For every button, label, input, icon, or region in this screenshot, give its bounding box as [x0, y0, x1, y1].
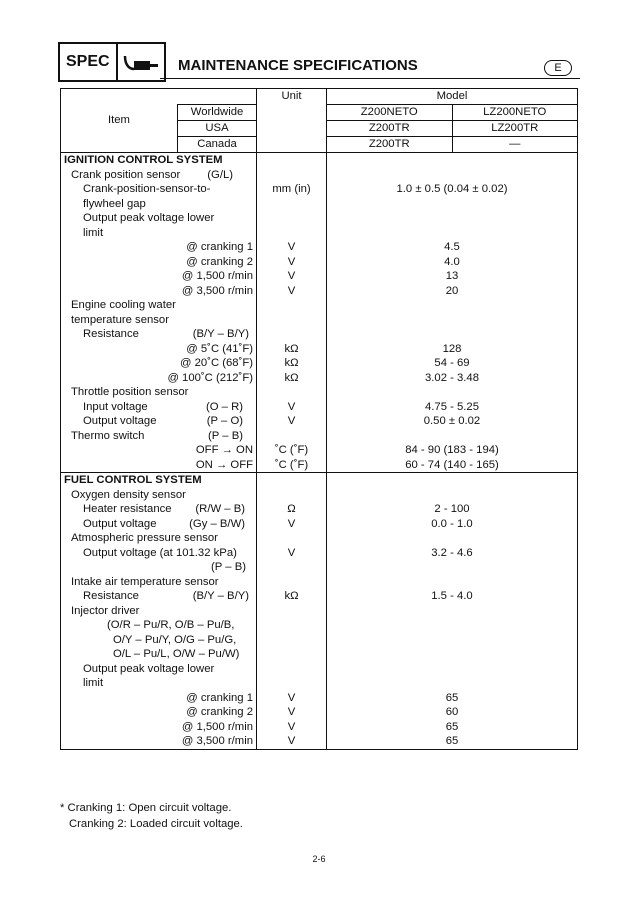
ign-opv-label-2: limit	[61, 226, 257, 241]
table-row	[61, 691, 578, 706]
section-ignition: IGNITION CONTROL SYSTEM	[61, 153, 257, 168]
table-cell: V	[257, 517, 327, 532]
table-cell: @ cranking 1	[61, 240, 257, 255]
table-cell: @ cranking 2	[61, 255, 257, 270]
table-cell: 3.02 - 3.48	[327, 371, 578, 386]
table-cell: V	[257, 284, 327, 299]
tps-output-value: 0.50 ± 0.02	[327, 414, 578, 429]
gap-value: 1.0 ± 0.5 (0.04 ± 0.02)	[327, 182, 578, 197]
table-cell: kΩ	[257, 342, 327, 357]
table-cell: Output voltage (at 101.32 kPa)	[61, 546, 257, 561]
table-cell: Heater resistance	[83, 503, 172, 515]
table-row	[61, 284, 578, 299]
table-cell: ON → OFF	[61, 458, 257, 473]
crank-sensor-wire: (G/L)	[207, 168, 233, 181]
page-number: 2-6	[312, 854, 326, 864]
spec-badge	[58, 42, 166, 82]
region-canada: Canada	[178, 137, 257, 153]
table-row	[61, 269, 578, 284]
item-header: Item	[108, 114, 130, 127]
ecw-res-wire: (B/Y – B/Y)	[192, 328, 249, 340]
table-cell: V	[257, 240, 327, 255]
gap-unit: mm (in)	[257, 182, 327, 197]
crank-sensor-label: Crank position sensor	[71, 168, 181, 181]
table-cell: (R/W – B)	[195, 503, 245, 515]
table-header-row	[61, 89, 578, 105]
table-cell: kΩ	[257, 371, 327, 386]
table-cell: 13	[327, 269, 578, 284]
table-cell: V	[257, 691, 327, 706]
table-cell: ˚C (˚F)	[257, 458, 327, 473]
table-cell: @ cranking 1	[61, 691, 257, 706]
ecw-label-2: temperature sensor	[61, 313, 257, 328]
table-cell: 20	[327, 284, 578, 299]
table-cell: (P – O)	[206, 415, 243, 427]
table-cell: V	[257, 269, 327, 284]
spec-label: SPEC	[60, 44, 118, 80]
table-cell: V	[257, 705, 327, 720]
unit-header: Unit	[257, 89, 327, 153]
injector-label: Injector driver	[61, 604, 257, 619]
table-row	[61, 240, 578, 255]
footnote-line-1: * Cranking 1: Open circuit voltage.	[60, 802, 232, 814]
model-header: Model	[327, 89, 578, 105]
table-row	[61, 705, 578, 720]
multimeter-probe-icon	[118, 44, 164, 80]
thermo-label: Thermo switch	[71, 429, 145, 442]
table-cell: ˚C (˚F)	[257, 443, 327, 458]
table-cell: Output peak voltage lower	[61, 662, 257, 677]
table-cell: O/L – Pu/L, O/W – Pu/W)	[61, 647, 257, 662]
table-cell: @ cranking 2	[61, 705, 257, 720]
table-cell: (P – B)	[208, 429, 243, 442]
ecw-res-label: Resistance	[83, 328, 139, 340]
model-b-canada: —	[452, 137, 578, 153]
tps-input-value: 4.75 - 5.25	[327, 400, 578, 415]
table-cell: V	[257, 255, 327, 270]
item-header-cell	[61, 89, 257, 153]
table-cell: kΩ	[257, 356, 327, 371]
table-cell: V	[257, 400, 327, 415]
o2-output-value: 0.0 - 1.0	[327, 517, 578, 532]
iat-res-value: 1.5 - 4.0	[327, 589, 578, 604]
table-cell: (B/Y – B/Y)	[192, 590, 249, 602]
table-row	[61, 342, 578, 357]
table-cell: Resistance	[83, 590, 139, 602]
table-cell: @ 3,500 r/min	[61, 734, 257, 749]
atm-output-value: 3.2 - 4.6	[327, 546, 578, 561]
model-a-worldwide: Z200NETO	[327, 105, 453, 121]
table-row	[61, 458, 578, 473]
table-row	[61, 356, 578, 371]
footnote-line-2: Cranking 2: Loaded circuit voltage.	[69, 818, 243, 830]
model-b-usa: LZ200TR	[452, 121, 578, 137]
table-cell: 60	[327, 705, 578, 720]
gap-label: Crank-position-sensor-to-	[61, 182, 257, 197]
model-a-usa: Z200TR	[327, 121, 453, 137]
table-cell: @ 3,500 r/min	[61, 284, 257, 299]
table-cell: @ 5˚C (41˚F)	[61, 342, 257, 357]
table-cell: 54 - 69	[327, 356, 578, 371]
table-cell: V	[257, 734, 327, 749]
table-cell: (O/R – Pu/R, O/B – Pu/B,	[61, 618, 257, 633]
table-cell: 4.5	[327, 240, 578, 255]
table-cell: @ 20˚C (68˚F)	[61, 356, 257, 371]
table-cell: (P – B)	[61, 560, 257, 575]
table-cell: @ 1,500 r/min	[61, 269, 257, 284]
table-cell: @ 1,500 r/min	[61, 720, 257, 735]
iat-label: Intake air temperature sensor	[61, 575, 257, 590]
table-cell: 65	[327, 691, 578, 706]
table-cell: 60 - 74 (140 - 165)	[327, 458, 578, 473]
region-usa: USA	[178, 121, 257, 137]
header-rule	[160, 78, 580, 79]
language-badge: E	[544, 60, 572, 76]
atm-label: Atmospheric pressure sensor	[61, 531, 257, 546]
heater-value: 2 - 100	[327, 502, 578, 517]
table-row	[61, 371, 578, 386]
gap-label-2: flywheel gap	[61, 197, 257, 212]
table-cell: kΩ	[257, 589, 327, 604]
table-cell: Output voltage	[83, 517, 157, 530]
ecw-label: Engine cooling water	[61, 298, 257, 313]
table-cell: V	[257, 414, 327, 429]
table-cell: Input voltage	[83, 400, 148, 413]
section-fuel: FUEL CONTROL SYSTEM	[61, 473, 257, 488]
table-row	[61, 720, 578, 735]
maintenance-spec-table	[60, 88, 578, 750]
table-cell: 65	[327, 720, 578, 735]
table-cell: limit	[61, 676, 257, 691]
table-cell: 65	[327, 734, 578, 749]
table-row	[61, 443, 578, 458]
o2-label: Oxygen density sensor	[61, 488, 257, 503]
model-b-worldwide: LZ200NETO	[452, 105, 578, 121]
table-row	[61, 255, 578, 270]
page-title: MAINTENANCE SPECIFICATIONS	[178, 57, 418, 74]
model-a-canada: Z200TR	[327, 137, 453, 153]
table-cell: V	[257, 720, 327, 735]
table-cell: Ω	[257, 502, 327, 517]
table-cell: @ 100˚C (212˚F)	[61, 371, 257, 386]
table-cell: V	[257, 546, 327, 561]
table-cell: 4.0	[327, 255, 578, 270]
table-cell: 128	[327, 342, 578, 357]
table-cell: 84 - 90 (183 - 194)	[327, 443, 578, 458]
ign-opv-label: Output peak voltage lower	[61, 211, 257, 226]
table-cell: OFF → ON	[61, 443, 257, 458]
table-cell: Output voltage	[83, 415, 157, 427]
footnote	[60, 800, 243, 832]
table-cell: O/Y – Pu/Y, O/G – Pu/G,	[61, 633, 257, 648]
table-cell: (O – R)	[205, 400, 243, 413]
tps-label: Throttle position sensor	[61, 385, 257, 400]
page-header	[58, 42, 580, 82]
region-worldwide: Worldwide	[178, 105, 257, 121]
table-row	[61, 734, 578, 749]
table-cell: (Gy – B/W)	[189, 517, 245, 530]
